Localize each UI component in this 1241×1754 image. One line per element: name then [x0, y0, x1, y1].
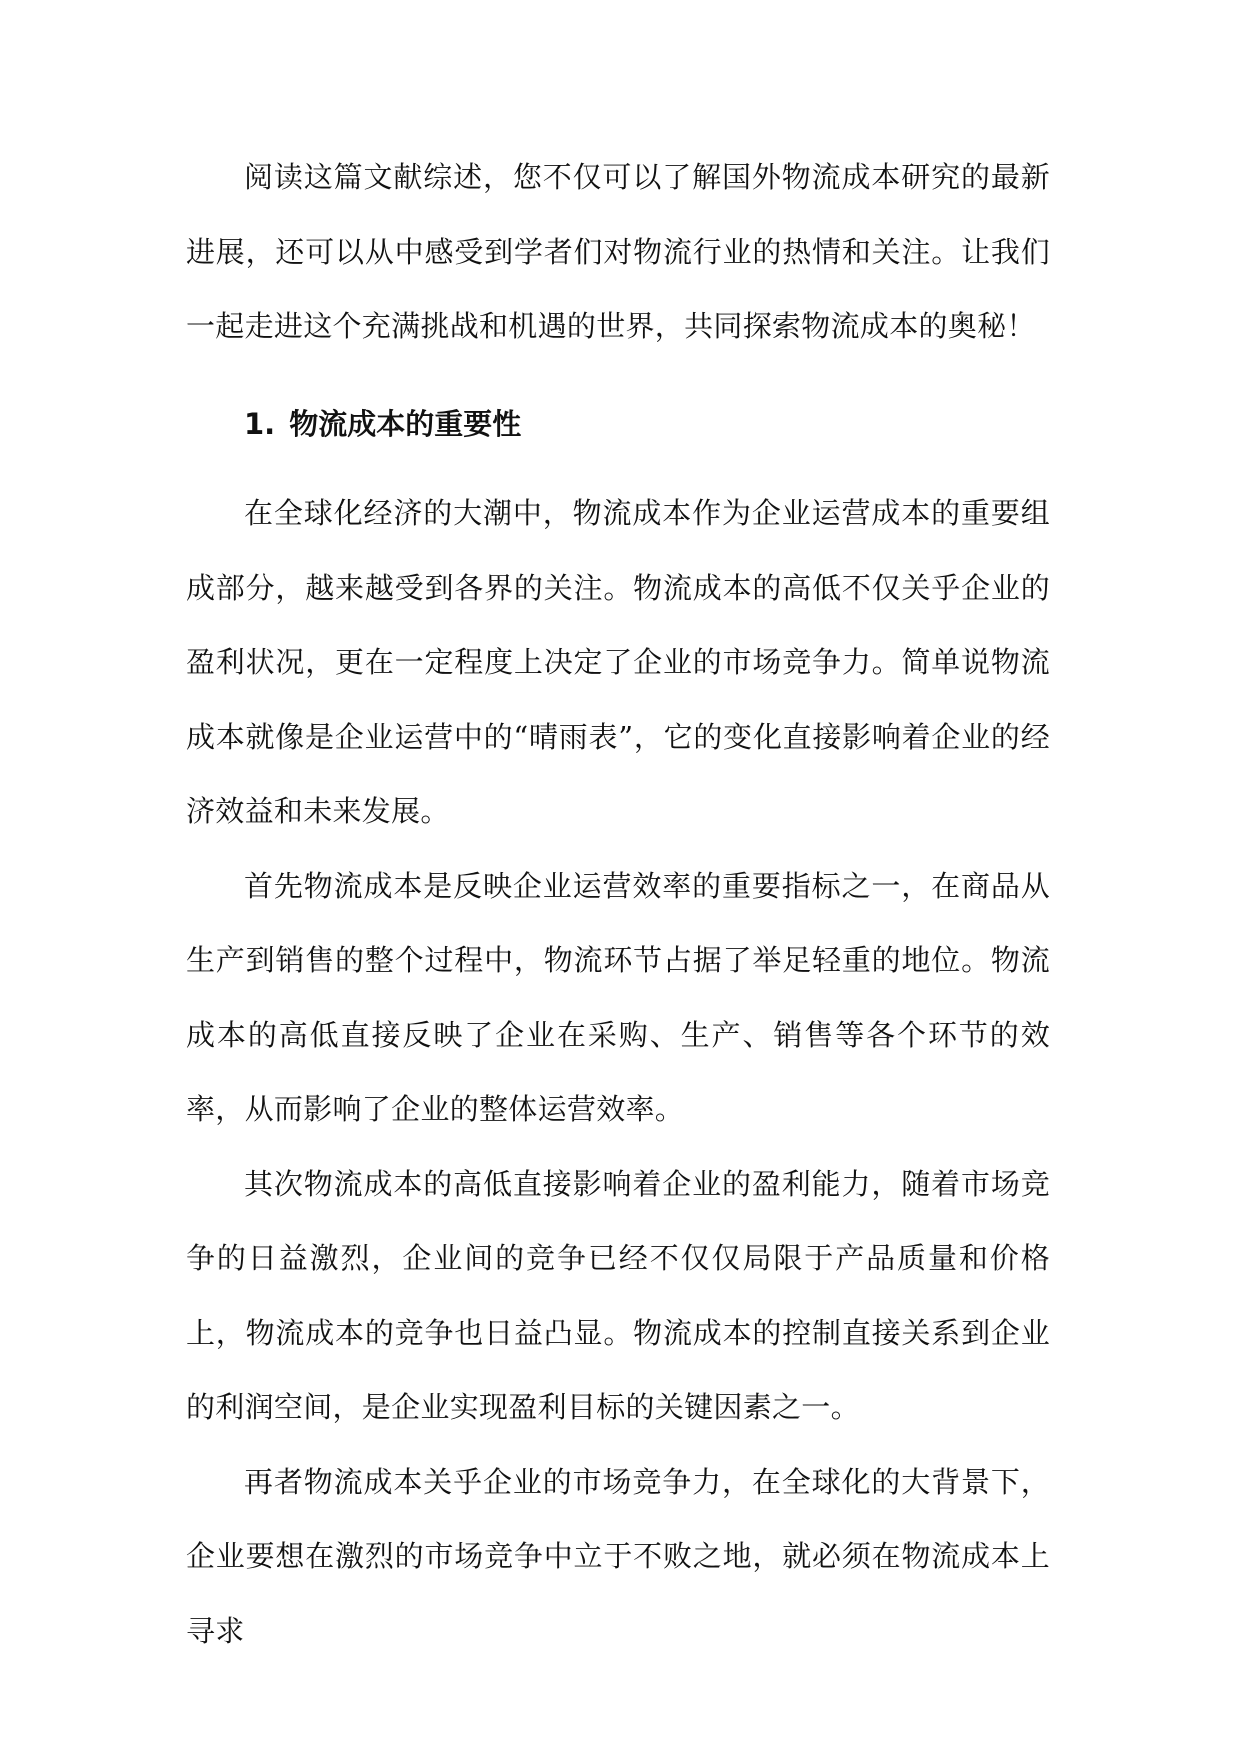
section-title: 物流成本的重要性 — [289, 406, 522, 441]
body-paragraph-3: 其次物流成本的高低直接影响着企业的盈利能力，随着市场竞争的日益激烈，企业间的竞争已经不仅仅局限于产品质量和价格上，物流成本的竞争也日益凸显。物流成本的控制直接关系到企业的利润空间，是企业实现盈利目标的关键因素之一。 — [186, 1166, 1050, 1424]
body-paragraph-1: 在全球化经济的大潮中，物流成本作为企业运营成本的重要组成部分，越来越受到各界的关注。物流成本的高低不仅关乎企业的盈利状况，更在一定程度上决定了企业的市场竞争力。简单说物流成本就像是企业运营中的“晴雨表”，它的变化直接影响着企业的经济效益和未来发展。 — [186, 496, 1050, 828]
intro-paragraph: 阅读这篇文献综述，您不仅可以了解国外物流成本研究的最新进展，还可以从中感受到学者们对物流行业的热情和关注。让我们一起走进这个充满挑战和机遇的世界，共同探索物流成本的奥秘！ — [186, 160, 1050, 343]
section-heading — [186, 387, 1050, 462]
document-body — [186, 140, 1050, 1668]
section-number: 1. — [244, 406, 276, 441]
body-paragraph-4: 再者物流成本关乎企业的市场竞争力，在全球化的大背景下，企业要想在激烈的市场竞争中立于不败之地，就必须在物流成本上寻求 — [186, 1464, 1050, 1648]
body-paragraph-2: 首先物流成本是反映企业运营效率的重要指标之一，在商品从生产到销售的整个过程中，物流环节占据了举足轻重的地位。物流成本的高低直接反映了企业在采购、生产、销售等各个环节的效率，从而影响了企业的整体运营效率。 — [186, 868, 1050, 1126]
